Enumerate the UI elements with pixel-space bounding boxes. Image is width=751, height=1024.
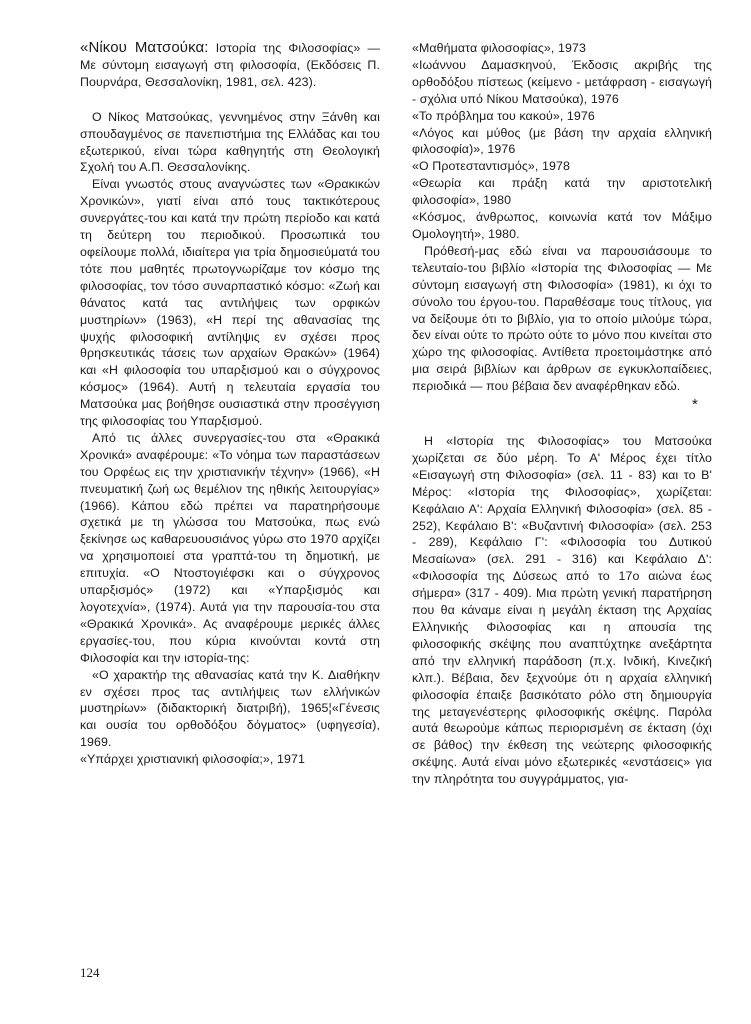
works-list-item: «Λόγος και μύθος (με βάση την αρχαία ελληνική φιλοσοφία)», 1976 (412, 125, 712, 157)
works-list-item: «Κόσμος, άνθρωπος, κοινωνία κατά τον Μάξιμο Ομολογητή», 1980. (412, 210, 712, 241)
paragraph-intent: Πρόθεσή-μας εδώ είναι να παρουσιάσουμε το τελευταίο-του βιβλίο «Ιστορία της Φιλοσοφίας — Με σύντομη εισαγωγή στη Φιλοσοφία» (1981), κι όχι το σύνολο του έργου-του. Παραθέσαμε τους τίτλους, για να δείξουμε ότι το βιβλίο, για το οποίο μιλούμε τώρα, δεν είναι ούτε το πρώτο ούτε το μόνο που κινείται στο χώρο της φιλοσοφίας. Αντίθετα προετοιμάστηκε από μια σειρά βιβλίων και άρθρων σε εγκυκλοπαίδειες, περιοδικά — που βέβαια δεν αναφέρθηκαν εδώ. (412, 243, 712, 394)
works-list-item: «Θεωρία και πράξη κατά την αριστοτελική φιλοσοφία», 1980 (412, 176, 712, 208)
paragraph-other-contributions: Από τις άλλες συνεργασίες-του στα «Θρακικά Χρονικά» αναφέρουμε: «Το νόημα των παραστάσεων του Ορφέως εις την χριστιανικήν τέχνην» (1966), «Η πνευματική ζωή ως θεμέλιον της ηθικής λειτουργίας» (1966). Κάπου εδώ πρέπει να παρατηρήσουμε σχετικά με τη γλώσσα του Ματσούκα, πως ενώ ξεκίνησε ως καθαρευουσιάνος γύρω στο 1970 αρχίζει να χρησιμοποιεί στα γραπτά-του τη δημοτική, με επιτυχία. «Ο Ντοστογιέφσκι και ο σύγχρονος υπαρξισμός» (1972) και «Υπαρξισμός και λογοτεχνία», (1974). Αυτά για την παρουσία-του στα «Θρακικά Χρονικά». Ας αναφέρουμε μερικές άλλες εργασίες-του, που κύρια κινούνται κοντά στη Φιλοσοφία και την ιστορία-της: (80, 430, 380, 665)
works-list-item: «Ιωάννου Δαμασκηνού, Έκδοσις ακριβής της ορθοδόξου πίστεως (κείμενο - μετάφραση - εισαγωγή - σχόλια υπό Νίκου Ματσούκα), 1976 (412, 57, 712, 106)
paragraph-works-list: «Ο χαρακτήρ της αθανασίας κατά την Κ. Διαθήκην εν σχέσει προς τας αντιλήψεις των ελλήνικών μυστηρίων» (διδακτορική διατριβή), 1965¦«Γένεσις και ουσία του ορθοδόξου δόγματος» (υφηγεσία), 1969. (80, 667, 380, 750)
book-author: «Νίκου Ματσούκα: (80, 39, 209, 56)
works-list-item: «Ο Προτεσταντισμός», 1978 (412, 159, 570, 174)
page-number: 124 (80, 965, 100, 980)
works-list-item: «Το πρόβλημα του κακού», 1976 (412, 108, 595, 123)
works-list-item: «Μαθήματα φιλοσοφίας», 1973 (412, 41, 586, 55)
paragraph-biography: Ο Νίκος Ματσούκας, γεννημένος στην Ξάνθη και σπουδαγμένος σε πανεπιστήμια της Ελλάδας και του εξωτερικού, είναι τώρα καθηγητής στη Θεολογική Σχολή του Α.Π. Θεσσαλονίκης. (80, 109, 380, 175)
right-column (412, 40, 712, 788)
paragraph-contributions: Είναι γνωστός στους αναγνώστες των «Θρακικών Χρονικών», γιατί είναι από τους τακτικότερους συνεργάτες-του και κατά την πρώτη περίοδο και κατά τη δεύτερη του περιοδικού. Προσωπικά του οφείλουμε πολλά, ιδιαίτερα για τρία δημοσιεύματά του τότε που μαθητές πρωτογνωρίζαμε τον κόσμο της φιλοσοφίας, τον τόσο συναρπαστικό κόσμο: «Ζωή και θάνατος κατά τας αντιλήψεις των ορφικών μυστηρίων» (1963), «Η περί της αθανασίας της ψυχής φιλοσοφική αντίληψις εν σχέσει προς θρησκευτικάς τάσεις των αρχαίων Θρακών» (1964) και «Η φιλοσοφία του υπαρξισμού και ο σύγχρονος κόσμος» (1964). Αυτή η τελευταία εργασία του Ματσούκα μας βοήθησε ουσιαστικά στην προσέγγιση της φιλοσοφίας του Υπαρξισμού. (80, 177, 380, 429)
works-list-item: «Υπάρχει χριστιανική φιλοσοφία;», 1971 (80, 752, 305, 767)
left-column (80, 40, 380, 768)
section-separator: * (692, 396, 698, 414)
paragraph-review: Η «Ιστορία της Φιλοσοφίας» του Ματσούκα χωρίζεται σε δύο μέρη. Το Α' Μέρος έχει τίτλο «Εισαγωγή στη Φιλοσοφία» (σελ. 11 - 83) και το Β' Μέρος: «Ιστορία της Φιλοσοφίας», χωρίζεται: Κεφάλαιο Α': Αρχαία Ελληνική Φιλοσοφία» (σελ. 85 - 252), Κεφάλαιο Β': «Βυζαντινή Φιλοσοφία» (σελ. 253 - 289), Κεφάλαιο Γ': «Φιλοσοφία του Δυτικού Μεσαίωνα» (σελ. 291 - 316) και Κεφάλαιο Δ': «Φιλοσοφία της Δύσεως από το 17ο αιώνα έως σήμερα» (317 - 409). Μια πρώτη γενική παρατήρηση που θα κάναμε είναι η μεγάλη έκταση της Αρχαίας Ελληνικής Φιλοσοφίας και η απουσία της φιλοσοφικής σκέψης που αναπτύχτηκε ανεξάρτητα από την ελληνική παράδοση (π.χ. Ινδική, Κινεζική κλπ.). Βέβαια, δεν ξεχνούμε ότι η αρχαία ελληνική φιλοσοφία έπαιξε βασικότατο ρόλο στη δημιουργία της μεταγενέστερης φιλοσοφικής σκέψης. Παρόλα αυτά θεωρούμε κάπως περιορισμένη σε έκταση (όχι σε βάθος) την έκθεση της νεώτερης φιλοσοφικής σκέψης. Αυτά είναι μόνο εξωτερικές «ενστάσεις» για την πληρότητα του συγγράμματος, για- (412, 434, 712, 787)
book-title-details: Ιστορία της Φιλοσοφίας» — Με σύντομη εισαγωγή στη φιλοσοφία, (Εκδόσεις Π. Πουρνάρα, Θεσσαλονίκη, 1981, σελ. 423). (80, 41, 381, 89)
book-header (80, 40, 380, 91)
